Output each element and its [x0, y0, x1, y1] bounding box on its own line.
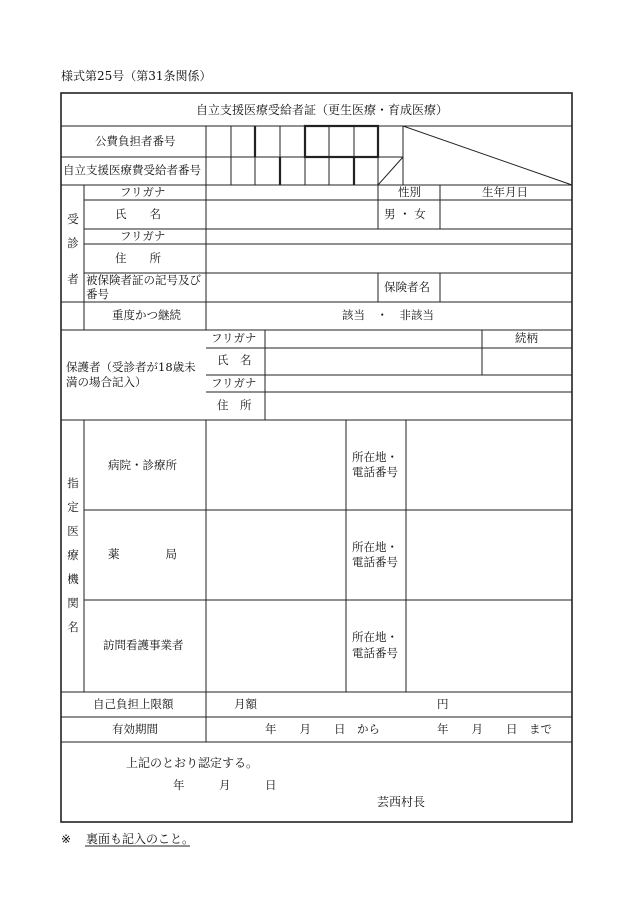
gender-label: 性別: [398, 185, 421, 199]
certification-date: 年 月 日: [173, 778, 277, 792]
hospital-location-label-1: 所在地・: [352, 450, 398, 464]
guardian-section-label-1: 保護者（受診者が18歳未: [66, 360, 196, 374]
severe-options: 該当 ・ 非該当: [342, 308, 434, 322]
validity-label: 有効期間: [112, 722, 158, 736]
insurer-label: 保険者名: [384, 280, 430, 294]
footer-mark: ※: [61, 832, 72, 846]
severe-label: 重度かつ継続: [112, 308, 181, 322]
guardian-address-label: 住 所: [217, 398, 252, 412]
issuer-name: 芸西村長: [377, 795, 426, 809]
patient-furigana-label: フリガナ: [120, 185, 166, 199]
relationship-label: 続柄: [515, 331, 538, 345]
footer-note: 裏面も記入のこと。: [86, 832, 195, 846]
certification-statement: 上記のとおり認定する。: [126, 756, 259, 770]
patient-furigana2-label: フリガナ: [120, 229, 166, 243]
patient-address-label: 住 所: [115, 251, 161, 265]
nursing-label: 訪問看護事業者: [103, 638, 184, 652]
gender-options: 男 ・ 女: [384, 207, 426, 221]
guardian-furigana2-label: フリガナ: [211, 376, 257, 390]
guardian-section-label-2: 満の場合記入）: [66, 375, 147, 389]
birthdate-label: 生年月日: [482, 185, 528, 199]
pharmacy-label: 薬 局: [108, 547, 177, 561]
insurance-card-label-1: 被保険者証の記号及び: [86, 273, 201, 287]
institutions-section-label: 指 定 医 療 機 関 名: [67, 476, 79, 634]
nursing-location-label-1: 所在地・: [352, 630, 398, 644]
pharmacy-location-label-1: 所在地・: [352, 540, 398, 554]
copay-yen: 円: [437, 697, 449, 711]
patient-section-label: 受 診 者: [67, 212, 79, 286]
patient-name-label: 氏 名: [115, 207, 161, 221]
hospital-label: 病院・診療所: [108, 458, 177, 472]
form-title: 自立支援医療受給者証（更生医療・育成医療）: [196, 103, 449, 117]
copay-label: 自己負担上限額: [93, 697, 174, 711]
insurance-card-label-2: 番号: [86, 287, 109, 301]
hospital-location-label-2: 電話番号: [352, 465, 398, 479]
form-number: 様式第25号（第31条関係）: [61, 69, 212, 83]
copay-monthly: 月額: [234, 697, 257, 711]
recipient-number-label: 自立支援医療費受給者番号: [63, 163, 201, 177]
guardian-furigana-label: フリガナ: [211, 331, 257, 345]
guardian-name-label: 氏 名: [217, 353, 252, 367]
validity-to: 年 月 日 まで: [437, 722, 552, 736]
public-payer-number-label: 公費負担者番号: [95, 134, 176, 148]
nursing-location-label-2: 電話番号: [352, 646, 398, 660]
validity-from: 年 月 日 から: [265, 722, 380, 736]
pharmacy-location-label-2: 電話番号: [352, 555, 398, 569]
